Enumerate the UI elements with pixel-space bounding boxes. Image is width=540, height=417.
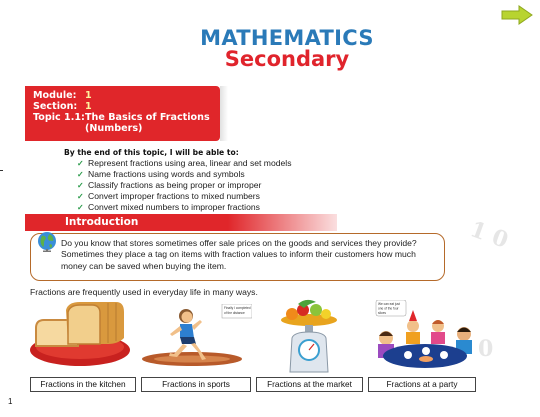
checkmark-icon: ✓ — [77, 191, 84, 201]
introduction-heading: Introduction — [25, 214, 337, 231]
module-label: Module: — [33, 90, 77, 101]
checkmark-icon: ✓ — [77, 180, 84, 190]
module-box-shadow — [220, 86, 228, 141]
everyday-text: Fractions are frequently used in everyday life in many ways. — [30, 287, 258, 297]
section-label: Section: — [33, 101, 78, 112]
child-head — [407, 320, 419, 332]
runner-shirt — [180, 324, 194, 338]
lemon — [321, 309, 331, 319]
child-body — [406, 332, 420, 344]
objectives-list — [77, 158, 292, 212]
objective-text: Name fractions using words and symbols — [88, 169, 245, 180]
objective-item — [77, 180, 292, 191]
next-page-arrow-icon[interactable] — [500, 4, 534, 26]
objective-item — [77, 158, 292, 169]
globe-icon — [36, 230, 58, 252]
party-bubble-line2: one of the four — [378, 306, 399, 311]
party-table-illustration — [368, 300, 478, 374]
child-body — [431, 332, 445, 344]
child-hair — [379, 332, 393, 337]
section-value: 1 — [85, 101, 92, 112]
party-bubble-line1: We can eat just — [378, 302, 400, 306]
bread-loaf-face — [68, 305, 100, 344]
page-subtitle: Secondary — [224, 47, 350, 71]
topic-value-line2: (Numbers) — [85, 123, 143, 134]
caption-party: Fractions at a party — [368, 377, 476, 392]
child-hair — [457, 328, 471, 333]
margin-mark — [0, 170, 3, 171]
party-bubble-line3: slices — [378, 311, 386, 315]
page-number: 1 — [8, 397, 13, 406]
pear — [310, 304, 322, 316]
plate — [422, 347, 430, 355]
page-title: MATHEMATICS — [200, 26, 374, 50]
plate — [440, 351, 448, 359]
cake — [419, 356, 433, 362]
checkmark-icon: ✓ — [77, 158, 84, 168]
topic-value: The Basics of Fractions — [85, 112, 210, 123]
kitchen-bread-illustration — [28, 298, 134, 374]
runner-arm — [192, 320, 202, 330]
objective-item — [77, 169, 292, 180]
sports-bubble-line2: of the distance — [224, 311, 245, 315]
party-hat — [409, 310, 417, 321]
objective-text: Convert improper fractions to mixed numbers — [88, 191, 260, 202]
introduction-text: Do you know that stores sometimes offer sale prices on the goods and services they provide? Sometimes they place a tag on items with fraction values to inform their customers how much money can be saved when buying the item. — [61, 238, 417, 271]
sports-runner-illustration — [140, 304, 252, 372]
child-hair — [432, 320, 444, 324]
runner-face — [182, 312, 193, 323]
orange — [286, 308, 298, 320]
section-row — [33, 101, 220, 112]
background-numeral: 1 0 — [466, 216, 512, 254]
caption-market: Fractions at the market — [256, 377, 363, 392]
objective-text: Classify fractions as being proper or improper — [88, 180, 262, 191]
sports-bubble-line1: Finally I completed — [224, 306, 251, 310]
topic-label: Topic 1.1: — [33, 112, 85, 123]
runner-shorts — [180, 337, 196, 344]
topic-row — [33, 112, 220, 123]
objective-text: Represent fractions using area, linear and set models — [88, 158, 292, 169]
objective-item — [77, 191, 292, 202]
module-row — [33, 90, 220, 101]
caption-sports: Fractions in sports — [141, 377, 251, 392]
objective-item — [77, 202, 292, 213]
plate — [404, 351, 412, 359]
running-track-inner — [154, 356, 230, 363]
checkmark-icon: ✓ — [77, 169, 84, 179]
background-numeral: 0 — [478, 336, 494, 362]
checkmark-icon: ✓ — [77, 202, 84, 212]
caption-kitchen: Fractions in the kitchen — [30, 377, 136, 392]
objectives-heading: By the end of this topic, I will be able to: — [64, 148, 239, 157]
module-info-box — [25, 86, 220, 141]
market-scale-illustration — [278, 298, 340, 374]
objective-text: Convert mixed numbers to improper fractions — [88, 202, 260, 212]
module-value: 1 — [85, 90, 92, 101]
